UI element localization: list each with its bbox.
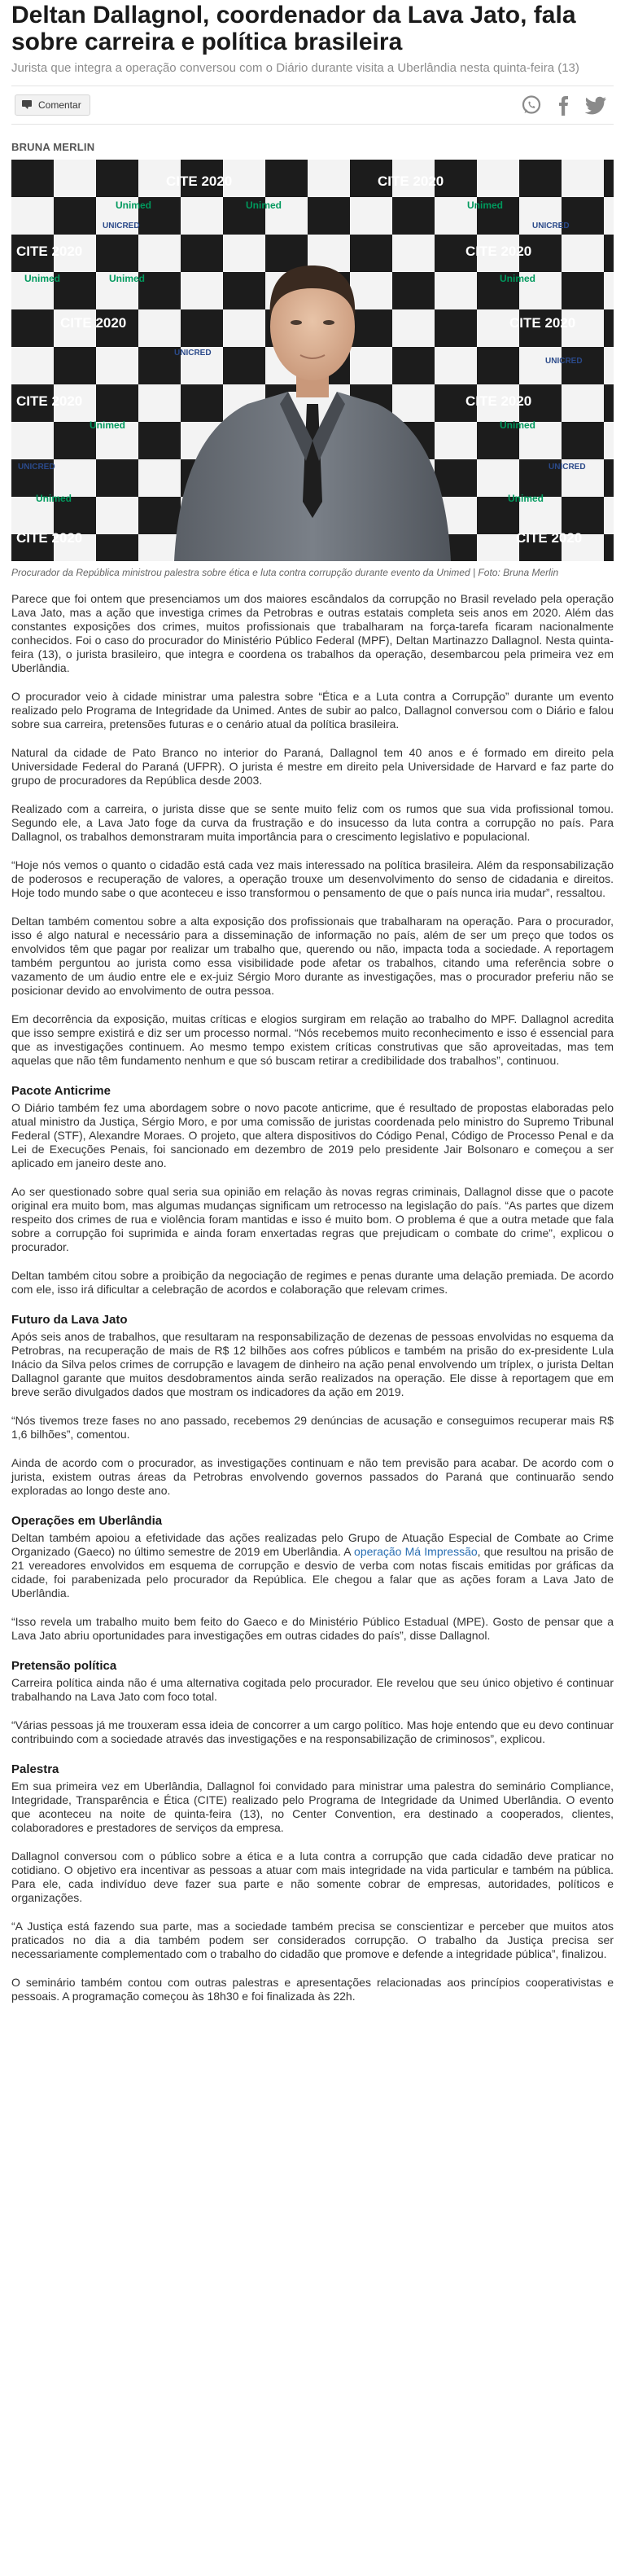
paragraph: Em sua primeira vez em Uberlândia, Dallagnol foi convidado para ministrar uma palestra do seminário Compliance, Integridade, Transparência e Ética (CITE) realizado pelo Programa de Integridade da Unimed Uberlândia. O evento que aconteceu na noite de quinta-feira (13), no Center Convention, era destinado a cooperados, clientes, colaboradores e prestadores de serviços da empresa. — [11, 1780, 614, 1834]
comment-button[interactable] — [15, 94, 90, 116]
unimed-logo: Unimed — [90, 419, 126, 431]
unimed-logo: Unimed — [467, 200, 504, 211]
paragraph: O seminário também contou com outras palestras e apresentações relacionadas aos princípios cooperativistas e pessoais. A programação começou às 18h30 e foi finalizada às 22h. — [11, 1976, 614, 2003]
unicred-logo: UNICRED — [103, 222, 140, 230]
article-photo — [11, 160, 614, 561]
cite-logo: CITE 2020 — [465, 393, 532, 409]
unimed-logo: Unimed — [36, 493, 72, 504]
paragraph: Ainda de acordo com o procurador, as investigações continuam e não tem previsão para acabar. De acordo com o jurista, existem outras áreas da Petrobras envolvendo governos passados do Paraná que continuarão sendo exploradas ao longo deste ano. — [11, 1456, 614, 1497]
cite-logo: CITE 2020 — [166, 173, 233, 189]
section-heading: Futuro da Lava Jato — [11, 1313, 128, 1327]
paragraph: “Isso revela um trabalho muito bem feito do Gaeco e do Ministério Público Estadual (MPE). Gosto de pensar que a Lava Jato abriu oportunidades para investigações em outras cidades do país”, disse Dallagnol. — [11, 1615, 614, 1642]
cite-logo: CITE 2020 — [16, 393, 83, 409]
paragraph: “Várias pessoas já me trouxeram essa ideia de concorrer a um cargo político. Mas hoje entendo que eu devo continuar contribuindo com a sociedade através das investigações e na responsabilização de criminosos”, explicou. — [11, 1718, 614, 1745]
unicred-logo: UNICRED — [532, 222, 570, 230]
section-heading: Pretensão política — [11, 1659, 117, 1673]
byline: BRUNA MERLIN — [11, 141, 95, 153]
unimed-logo: Unimed — [24, 273, 61, 284]
comment-label: Comentar — [38, 99, 81, 111]
unicred-logo: UNICRED — [545, 357, 583, 366]
paragraph: “A Justiça está fazendo sua parte, mas a sociedade também precisa se conscientizar e perceber que muitos atos praticados no dia a dia também podem ser considerados corrupção. O trabalho da Justiça precisa ser necessariamente complementado com o trabalho do cidadão que promove e defende a integridade pública”, finalizou. — [11, 1920, 614, 1960]
share-buttons — [518, 91, 610, 119]
cite-logo: CITE 2020 — [60, 315, 127, 331]
paragraph: Ao ser questionado sobre qual seria sua opinião em relação às novas regras criminais, Dallagnol disse que o pacote original era muito bom, mas algumas mudanças significam um retrocesso na legislação do país. “As partes que dizem respeito dos crimes de rua e violência foram mantidas e isso é muito bom. O problema é que a outra metade que fala sobre a corrupção foi suprimida e ainda foram enxertadas regras que prejudicam o combate do crime”, explicou o procurador. — [11, 1185, 614, 1253]
paragraph: O procurador veio à cidade ministrar uma palestra sobre “Ética e a Luta contra a Corrupção” durante um evento realizado pelo Programa de Integridade da Unimed. Antes de subir ao palco, Dallagnol conversou com o Diário e falou sobre sua carreira, pretensões futuras e o cenário atual da política brasileira. — [11, 690, 614, 731]
section-heading: Palestra — [11, 1762, 59, 1776]
cite-logo: CITE 2020 — [16, 530, 83, 546]
unicred-logo: UNICRED — [18, 463, 55, 472]
paragraph: Deltan também citou sobre a proibição da negociação de regimes e penas durante uma delação premiada. De acordo com ele, isso irá dificultar a celebração de acordos e colaboração que relevam crimes. — [11, 1269, 614, 1296]
action-bar — [11, 86, 614, 125]
section-heading: Pacote Anticrime — [11, 1084, 111, 1098]
paragraph: “Hoje nós vemos o quanto o cidadão está cada vez mais interessado na política brasileira. Além da responsabilização de poderosos e recuperação de valores, a operação trouxe um desenvolvimento do senso de cidadania e direitos. Hoje todo mundo sabe o que aconteceu e isso transformou o pensamento de que o país nunca iria mudar”, ressaltou. — [11, 858, 614, 899]
whatsapp-icon[interactable] — [518, 91, 545, 119]
subtitle: Jurista que integra a operação conversou com o Diário durante visita a Uberlândia nesta quinta-feira (13) — [11, 61, 579, 75]
article-body — [11, 592, 614, 2003]
unimed-logo: Unimed — [109, 273, 146, 284]
paragraph: Após seis anos de trabalhos, que resultaram na responsabilização de dezenas de pessoas envolvidas no esquema da Petrobras, na recuperação de mais de R$ 12 bilhões aos cofres públicos e também na prisão do ex-presidente Lula Inácio da Silva pelos crimes de corrupção e lavagem de dinheiro na ação penal envolvendo um tríplex, o jurista Deltan Dallagnol garante que muitos desdobramentos ainda serão realizados na operação. Ele disse à reportagem que em breve serão divulgados dados que mostram os indicadores da ação em 2019. — [11, 1330, 614, 1398]
paragraph: O Diário também fez uma abordagem sobre o novo pacote anticrime, que é resultado de propostas elaboradas pelo atual ministro da Justiça, Sérgio Moro, e por uma comissão de juristas coordenada pelo ministro do Supremo Tribunal Federal (STF), Alexandre Moraes. O projeto, que altera dispositivos do Código Penal, Código de Processo Penal e da Lei de Execuções Penais, foi sancionado em dezembro de 2019 pelo presidente Jair Bolsonaro e começou a ser aplicado em janeiro deste ano. — [11, 1101, 614, 1170]
cite-logo: CITE 2020 — [465, 244, 532, 259]
paragraph-text: Deltan também apoiou a efetividade das ações realizadas pelo Grupo de Atuação Especial de Combate ao Crime Organizado (Gaeco) no último semestre de 2019 em Uberlândia. A — [11, 1531, 614, 1558]
operacao-ma-impressao-link[interactable]: operação Má Impressão — [354, 1545, 478, 1558]
section-heading: Operações em Uberlândia — [11, 1514, 163, 1528]
paragraph: “Nós tivemos treze fases no ano passado, recebemos 29 denúncias de acusação e conseguimos recuperar mais R$ 1,6 bilhões”, comentou. — [11, 1414, 614, 1441]
paragraph: Deltan também comentou sobre a alta exposição dos profissionais que trabalharam na operação. Para o procurador, isso é algo natural e necessário para a disseminação de informação no país, além de ser um preço que todos os envolvidos têm que pagar por realizar um trabalho que, querendo ou não, impacta toda a sociedade. A reportagem também perguntou ao jurista como essa visibilidade pode afetar os trabalhos, citando uma referência sobre o vazamento de um áudio entre ele e ex-juiz Sérgio Moro durante as investigações, mas o procurador preferiu não se posicionar devido ao envolvimento de outra pessoa. — [11, 915, 614, 997]
paragraph: Natural da cidade de Pato Branco no interior do Paraná, Dallagnol tem 40 anos e é formado em direito pela Universidade Federal do Paraná (UFPR). O jurista é mestre em direito pela Universidade de Harvard e faz parte do grupo de procuradores da República desde 2003. — [11, 746, 614, 787]
unimed-logo: Unimed — [508, 493, 544, 504]
twitter-icon[interactable] — [583, 91, 610, 119]
comment-icon — [22, 100, 33, 110]
unimed-logo: Unimed — [116, 200, 152, 211]
paragraph: Parece que foi ontem que presenciamos um dos maiores escândalos da corrupção no Brasil revelado pela operação Lava Jato, mas a ação que investiga crimes da Petrobras e outras estatais completa seis anos em 2020. Além das constantes exposições dos crimes, muitos profissionais que trabalharam na força-tarefa ficaram nacionalmente conhecidos. Foi o caso do procurador do Ministério Público Federal (MPF), Deltan Martinazzo Dallagnol. Nesta quinta-feira (13), o jurista brasileiro, que integra e coordena os trabalhos da operação, desembarcou pela primeira vez em Uberlândia. — [11, 592, 614, 674]
headline: Deltan Dallagnol, coordenador da Lava Jato, fala sobre carreira e política brasileira — [11, 2, 576, 55]
unimed-logo: Unimed — [500, 273, 536, 284]
unimed-logo: Unimed — [500, 419, 536, 431]
paragraph-text: , que resultou na prisão de 21 vereadores envolvidos em esquema de corrupção e desvio de verba com notas fiscais emitidas por gráficas da cidade, foi parabenizada pelo procurador da República. Ele chegou a falar que as ações foram a Lava Jato de Uberlândia. — [11, 1545, 614, 1600]
cite-logo: CITE 2020 — [378, 173, 444, 189]
paragraph: Realizado com a carreira, o jurista disse que se sente muito feliz com os rumos que sua vida profissional tomou. Segundo ele, a Lava Jato foge da curva da frustração e do insucesso da luta contra a corrupção no país. Para Dallagnol, os trabalhos demonstraram muita importância para o crescimento legislativo e populacional. — [11, 802, 614, 843]
article-figure — [11, 160, 614, 579]
unimed-logo: Unimed — [246, 200, 282, 211]
cite-logo: CITE 2020 — [516, 530, 583, 546]
paragraph: Em decorrência da exposição, muitas críticas e elogios surgiram em relação ao trabalho do MPF. Dallagnol acredita que isso sempre existirá e diz ser um processo normal. “Nós recebemos muito reconhecimento e isso é essencial para que as investigações continuem. Ao mesmo tempo existem críticas construtivas que são aproveitadas, mas tem aquelas que não têm fundamento nenhum e que só buscam retirar a credibilidade dos trabalhos”, continuou. — [11, 1012, 614, 1067]
paragraph — [11, 1531, 614, 1600]
unicred-logo: UNICRED — [549, 463, 586, 472]
cite-logo: CITE 2020 — [509, 315, 576, 331]
unicred-logo: UNICRED — [174, 349, 212, 358]
cite-logo: CITE 2020 — [16, 244, 83, 259]
facebook-icon[interactable] — [550, 91, 578, 119]
paragraph: Dallagnol conversou com o público sobre a ética e a luta contra a corrupção que cada cidadão deve praticar no cotidiano. O objetivo era incentivar as pessoas a atuar com mais integridade na vida particular e também na pública. Para ele, cada indivíduo deve fazer sua parte e não somente cobrar de empresas, autoridades, políticos e organizações. — [11, 1850, 614, 1904]
photo-caption: Procurador da República ministrou palestra sobre ética e luta contra corrupção durante evento da Unimed | Foto: Bruna Merlin — [11, 567, 559, 578]
paragraph: Carreira política ainda não é uma alternativa cogitada pelo procurador. Ele revelou que seu único objetivo é continuar trabalhando na Lava Jato com foco total. — [11, 1676, 614, 1703]
